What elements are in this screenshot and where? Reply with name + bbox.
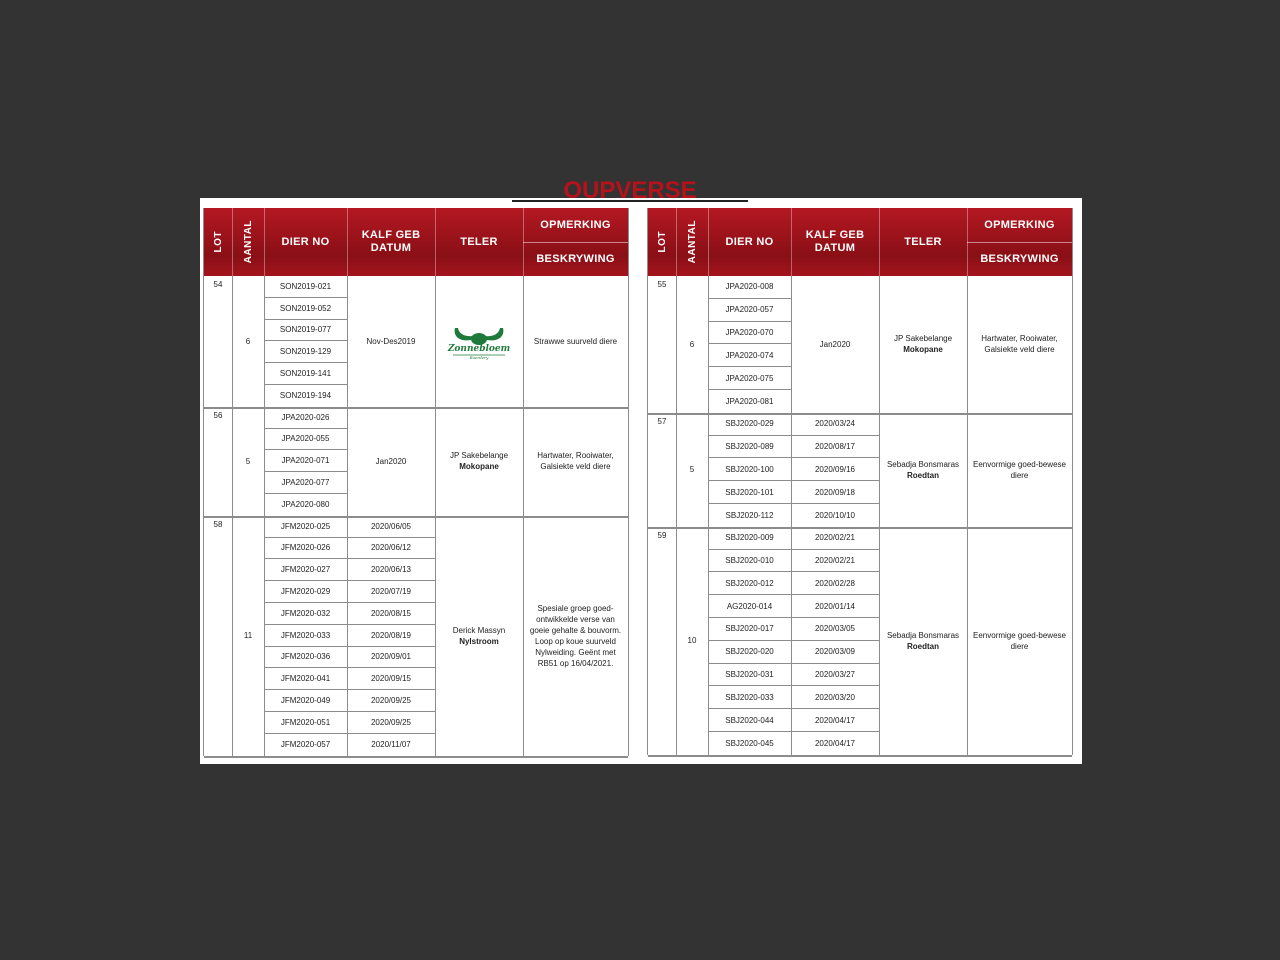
teler-info [894,333,952,355]
birth-date-span: Jan2020 [819,339,851,349]
lot-cell [648,276,677,413]
animal-id: JPA2020-077 [264,472,347,494]
header-lot [204,208,233,276]
animal-id: SBJ2020-031 [708,664,791,687]
remark-cell [523,276,628,407]
teler-place: Nylstroom [459,636,499,646]
teler-info [453,625,505,647]
teler-cell [879,276,968,413]
aantal-value: 6 [245,336,251,346]
kalf-geb-datum-column [347,516,436,756]
header-dier-no [708,208,792,276]
dier-no-column [708,527,792,755]
animal-id: SBJ2020-101 [708,481,791,504]
animal-id: JFM2020-033 [264,625,347,647]
remark-cell [967,276,1072,413]
animal-id: JPA2020-026 [264,407,347,429]
remark-cell [967,413,1072,527]
animal-id: SON2019-052 [264,298,347,320]
birth-date: 2020/02/21 [791,527,879,550]
animal-id: SBJ2020-089 [708,436,791,459]
remark-cell [523,516,628,756]
animal-id: JPA2020-055 [264,429,347,451]
table-header [648,208,1072,276]
left-lot-table [203,208,629,756]
animal-id: JFM2020-026 [264,538,347,560]
birth-date: 2020/06/13 [347,559,435,581]
teler-info [887,630,959,652]
animal-id: SON2019-021 [264,276,347,298]
dier-no-column [264,407,348,516]
remark-text: Strawwe suurveld diere [533,336,618,346]
birth-date: 2020/06/12 [347,538,435,560]
teler-cell [435,276,524,407]
animal-id: SBJ2020-033 [708,686,791,709]
teler-name: Derick Massyn [452,625,506,635]
lot-number: 59 [657,530,667,540]
animal-id: JPA2020-074 [708,344,791,367]
animal-id: SON2019-077 [264,320,347,342]
header-opmerking: OPMERKING [523,208,628,243]
header-beskrywing: BESKRYWING [980,253,1059,266]
birth-date-span: Nov-Des2019 [366,336,416,346]
kalf-geb-datum-column [347,407,436,516]
aantal-cell [676,413,709,527]
animal-id: JFM2020-029 [264,581,347,603]
lot-cell [648,413,677,527]
dier-no-column [708,413,792,527]
header-kalf-geb-line2: DATUM [370,242,412,254]
animal-id: JPA2020-008 [708,276,791,299]
birth-date: 2020/06/05 [347,516,435,538]
lot-cell [204,276,233,407]
birth-date: 2020/09/01 [347,647,435,669]
birth-date: 2020/09/15 [347,668,435,690]
lot-number: 54 [213,280,223,289]
animal-id: JPA2020-057 [708,299,791,322]
animal-id: JPA2020-080 [281,500,330,510]
animal-id: JFM2020-049 [264,690,347,712]
animal-id: SBJ2020-009 [708,527,791,550]
animal-id: SBJ2020-029 [708,413,791,436]
birth-date: 2020/02/21 [791,550,879,573]
animal-id: SON2019-194 [279,391,332,401]
aantal-cell [676,527,709,755]
animal-id: SBJ2020-017 [708,618,791,641]
birth-date: 2020/09/25 [347,690,435,712]
birth-date: 2020/03/05 [791,618,879,641]
table-header [204,208,628,276]
birth-date: 2020/07/19 [347,581,435,603]
remark-text: Spesiale groep goed-ontwikkelde verse van goeie gehalte & bouvorm. Loop op koue suurveld Nylweiding. Geënt met RB51 op 16/04/2021. [529,603,622,668]
teler-place: Roedtan [906,641,939,651]
animal-id: SBJ2020-044 [708,709,791,732]
header-beskrywing: BESKRYWING [536,253,615,266]
header-teler-label: TELER [904,235,942,248]
animal-id: JFM2020-057 [280,740,331,750]
header-kalf-geb-line1: KALF GEB [361,229,421,241]
aantal-value: 6 [689,339,695,349]
animal-id: JFM2020-027 [264,559,347,581]
header-kalf-geb-line2: DATUM [814,242,856,254]
animal-id: SBJ2020-112 [725,510,774,520]
birth-date: 2020/08/15 [347,603,435,625]
remark-text: Eenvormige goed-bewese diere [973,459,1066,480]
dier-no-column [708,276,792,413]
lot-cell [648,527,677,755]
animal-id: SON2019-141 [264,363,347,385]
birth-date: 2020/03/20 [791,686,879,709]
header-dier-no-label: DIER NO [281,235,330,248]
birth-date: 2020/04/17 [791,709,879,732]
animal-id: AG2020-014 [708,595,791,618]
bull-horns-icon [449,322,509,360]
birth-date: 2020/08/19 [347,625,435,647]
animal-id: SBJ2020-045 [725,738,774,748]
animal-id: SBJ2020-010 [708,550,791,573]
animal-id: JPA2020-070 [708,322,791,345]
header-kalf-geb-datum [791,208,880,276]
header-dier-no [264,208,348,276]
birth-date: 2020/09/25 [347,712,435,734]
birth-date: 2020/03/09 [791,641,879,664]
animal-id: JFM2020-051 [264,712,347,734]
animal-id: JFM2020-041 [264,668,347,690]
animal-id: JFM2020-025 [264,516,347,538]
animal-id: JFM2020-032 [264,603,347,625]
birth-date-span: Jan2020 [375,456,407,466]
kalf-geb-datum-column [791,527,880,755]
remark-text: Eenvormige goed-bewese diere [973,630,1066,651]
lot-group [648,527,1072,757]
teler-place: Mokopane [459,462,499,472]
animal-id: SBJ2020-012 [708,572,791,595]
birth-date: 2020/04/17 [814,738,856,748]
header-lot-label: LOT [656,231,668,253]
svg-text:Zonnebloem: Zonnebloem [447,344,511,355]
teler-name: JP Sakebelange [893,334,953,344]
aantal-value: 10 [687,636,697,646]
header-remarks [523,208,628,276]
remark-text: Hartwater, Rooiwater, Galsiekte veld diere [981,334,1058,355]
aantal-cell [676,276,709,413]
teler-place: Mokopane [903,345,943,355]
lot-cell [204,516,233,756]
birth-date: 2020/11/07 [371,740,411,750]
lot-number: 55 [657,280,667,289]
aantal-cell [232,276,265,407]
teler-cell [879,527,968,755]
birth-date: 2020/10/10 [814,510,856,520]
remark-text: Hartwater, Rooiwater, Galsiekte veld diere [537,451,614,472]
animal-id: JPA2020-075 [708,367,791,390]
animal-id: SBJ2020-020 [708,641,791,664]
lot-number: 58 [213,519,223,529]
remark-cell [967,527,1072,755]
header-teler [879,208,968,276]
teler-name: Sebadja Bonsmaras [886,630,960,640]
header-aantal-label: AANTAL [686,220,698,264]
header-kalf-geb-line1: KALF GEB [805,229,865,241]
header-lot-label: LOT [212,231,224,253]
aantal-value: 11 [243,631,253,641]
teler-info [887,459,959,481]
birth-date: 2020/08/17 [791,436,879,459]
teler-place: Roedtan [906,470,939,480]
teler-name: JP Sakebelange [449,451,509,461]
dier-no-column [264,276,348,407]
header-aantal [232,208,265,276]
lot-number: 57 [657,416,667,426]
birth-date: 2020/09/16 [791,458,879,481]
aantal-value: 5 [689,465,695,475]
birth-date: 2020/01/14 [791,595,879,618]
teler-cell [879,413,968,527]
section-banner: OUPVERSE [512,182,748,202]
teler-name: Sebadja Bonsmaras [886,459,960,469]
teler-cell [435,516,524,756]
animal-id: JPA2020-071 [264,450,347,472]
remark-cell [523,407,628,516]
lot-group [648,413,1072,529]
teler-cell [435,407,524,516]
header-kalf-geb-datum [347,208,436,276]
aantal-cell [232,516,265,756]
catalog-page [200,177,1082,764]
zonnebloem-logo [449,322,509,360]
right-lot-table [647,208,1073,755]
lot-cell [204,407,233,516]
kalf-geb-datum-column [791,276,880,413]
teler-info [450,450,508,472]
animal-id: SON2019-129 [264,341,347,363]
birth-date: 2020/02/28 [791,572,879,595]
kalf-geb-datum-column [791,413,880,527]
birth-date: 2020/09/18 [791,481,879,504]
animal-id: JFM2020-036 [264,647,347,669]
birth-date: 2020/03/27 [791,664,879,687]
header-aantal [676,208,709,276]
header-aantal-label: AANTAL [242,220,254,264]
animal-id: SBJ2020-100 [708,458,791,481]
lot-group [204,516,628,758]
lot-number: 56 [213,410,223,420]
dier-no-column [264,516,348,756]
lot-group [648,276,1072,415]
aantal-cell [232,407,265,516]
header-dier-no-label: DIER NO [725,235,774,248]
header-remarks [967,208,1072,276]
svg-text:Boerdery: Boerdery [469,355,489,361]
kalf-geb-datum-column [347,276,436,407]
lot-group [204,276,628,409]
header-lot [648,208,677,276]
lot-group [204,407,628,518]
animal-id: JPA2020-081 [725,396,774,406]
birth-date: 2020/03/24 [791,413,879,436]
header-teler [435,208,524,276]
header-teler-label: TELER [460,235,498,248]
aantal-value: 5 [245,456,251,466]
header-opmerking: OPMERKING [967,208,1072,243]
